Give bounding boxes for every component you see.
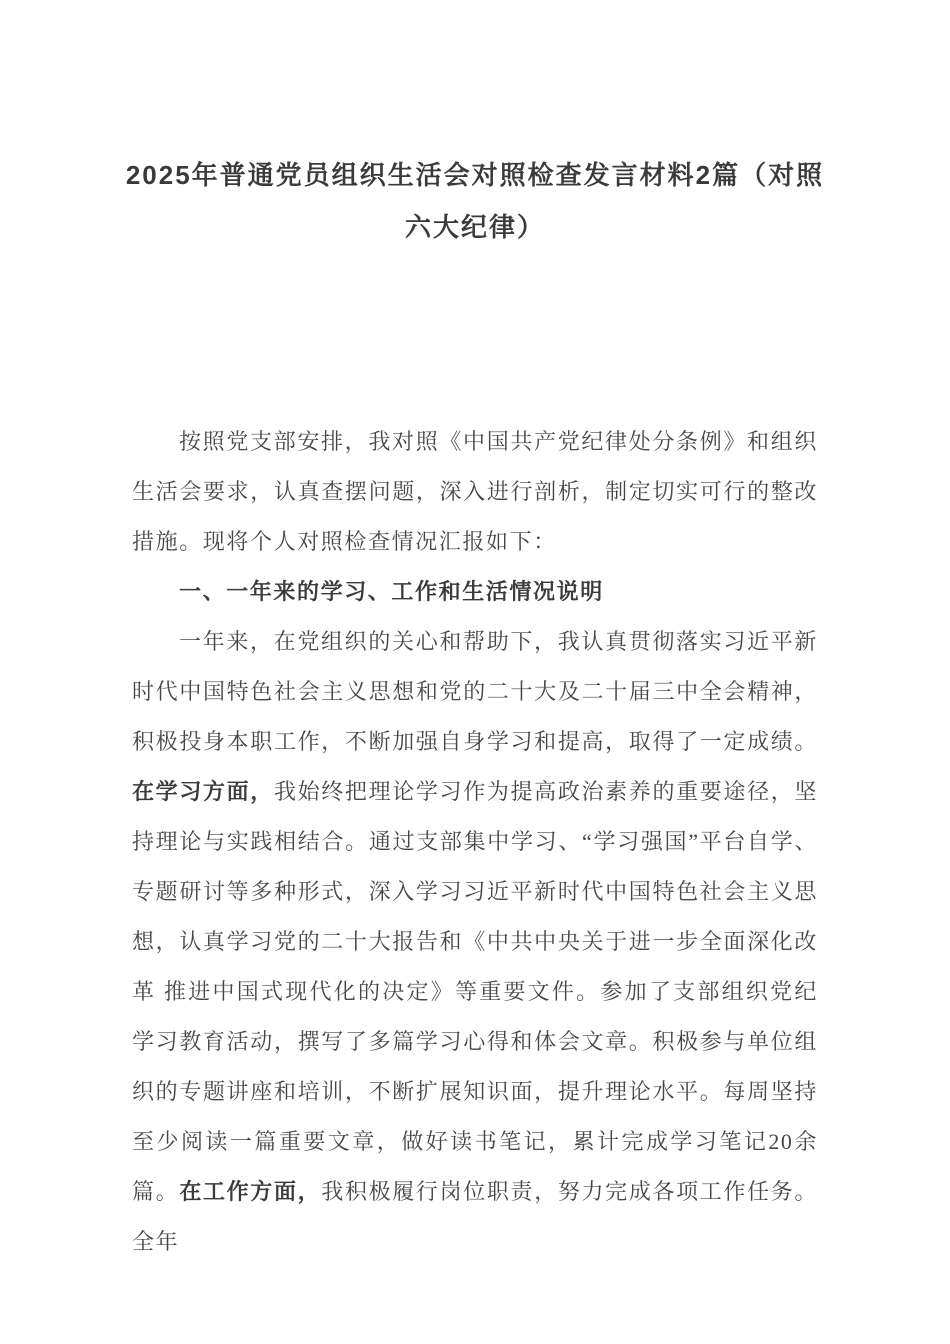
- document-title: [0, 0, 950, 253]
- section-heading: [132, 567, 818, 617]
- body-run-study: 我始终把理论学习作为提高政治素养的重要途径，坚持理论与实践相结合。通过支部集中学习、“学习强国”平台自学、专题研讨等多种形式，深入学习习近平新时代中国特色社会主义思想，认真学习党的二十大报告和《中共中央关于进一步全面深化改革 推进中国式现代化的决定》等重要文件。参加了支部组织党纪学习教育活动，撰写了多篇学习心得和体会文章。积极参与单位组织的专题讲座和培训，不断扩展知识面，提升理论水平。每周坚持至少阅读一篇重要文章，做好读书笔记，累计完成学习笔记20余篇。: [132, 779, 818, 1204]
- paragraph-section-body: [132, 617, 818, 1267]
- bold-lead-work: 在工作方面，: [179, 1179, 322, 1204]
- document-title-line-2: 六大纪律）: [404, 212, 545, 242]
- paragraph-intro-text: 按照党支部安排，我对照《中国共产党纪律处分条例》和组织生活会要求，认真查摆问题，深入进行剖析，制定切实可行的整改措施。现将个人对照检查情况汇报如下：: [132, 429, 818, 554]
- section-heading-text: 一、一年来的学习、工作和生活情况说明: [179, 579, 604, 604]
- document-title-line-1: 2025年普通党员组织生活会对照检查发言材料2篇（对照: [125, 160, 825, 190]
- body-run-work: 我积极履行岗位职责，努力完成各项工作任务。全年: [132, 1179, 819, 1254]
- bold-lead-study: 在学习方面，: [132, 779, 274, 804]
- paragraph-intro: [132, 417, 818, 567]
- body-run-overview: 一年来，在党组织的关心和帮助下，我认真贯彻落实习近平新时代中国特色社会主义思想和党的二十大及二十届三中全会精神，积极投身本职工作，不断加强自身学习和提高，取得了一定成绩。: [132, 629, 818, 754]
- document-body: [132, 417, 818, 1267]
